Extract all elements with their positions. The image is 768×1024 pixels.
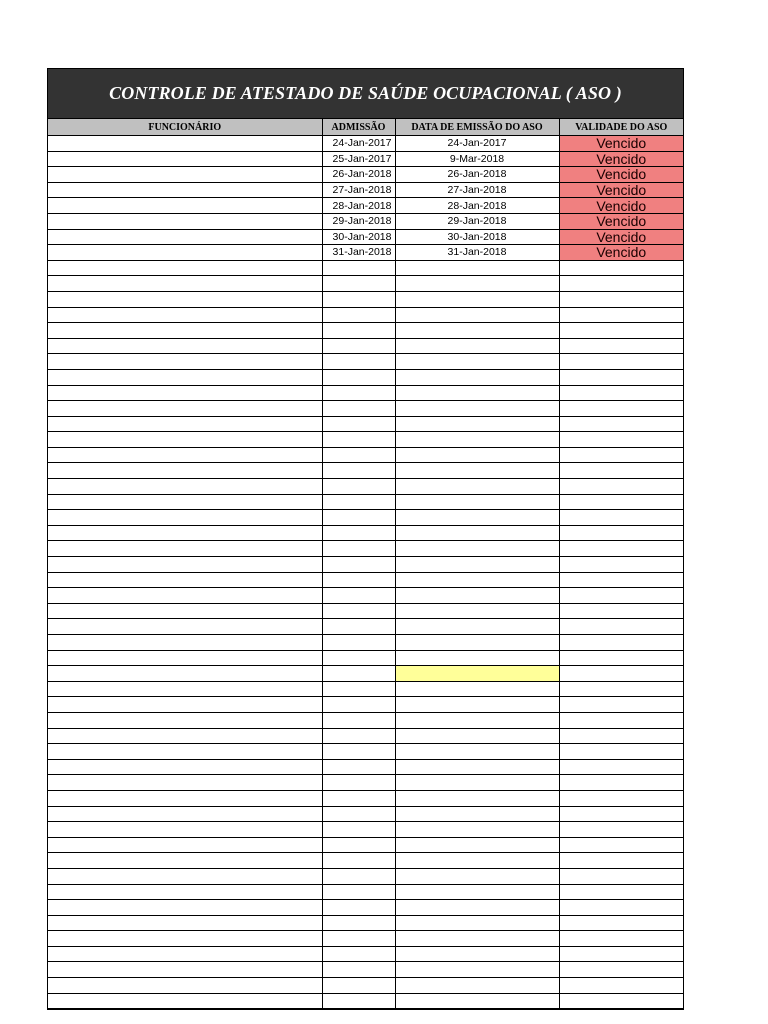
- cell-validade[interactable]: [559, 525, 683, 541]
- table-row: [48, 260, 683, 276]
- cell-funcionario[interactable]: [48, 151, 322, 167]
- cell-validade[interactable]: [559, 416, 683, 432]
- cell-validade[interactable]: [559, 603, 683, 619]
- cell-emissao[interactable]: [395, 681, 559, 697]
- header-validade[interactable]: VALIDADE DO ASO: [559, 119, 683, 136]
- cell-validade[interactable]: [559, 868, 683, 884]
- cell-admissao[interactable]: [322, 806, 395, 822]
- cell-validade[interactable]: [559, 494, 683, 510]
- cell-admissao[interactable]: 30-Jan-2018: [322, 229, 395, 245]
- cell-validade[interactable]: [559, 697, 683, 713]
- cell-funcionario[interactable]: [48, 198, 322, 214]
- cell-emissao[interactable]: 24-Jan-2017: [395, 136, 559, 152]
- header-emissao[interactable]: DATA DE EMISSÃO DO ASO: [395, 119, 559, 136]
- cell-admissao[interactable]: [322, 525, 395, 541]
- cell-funcionario[interactable]: [48, 525, 322, 541]
- cell-emissao[interactable]: [395, 307, 559, 323]
- table-row: [48, 245, 683, 261]
- cell-emissao[interactable]: [395, 650, 559, 666]
- cell-admissao[interactable]: [322, 650, 395, 666]
- cell-emissao[interactable]: [395, 432, 559, 448]
- cell-funcionario[interactable]: [48, 697, 322, 713]
- cell-admissao[interactable]: [322, 291, 395, 307]
- cell-emissao[interactable]: [395, 510, 559, 526]
- table-row: [48, 151, 683, 167]
- cell-emissao[interactable]: [395, 744, 559, 760]
- table-row: [48, 962, 683, 978]
- cell-emissao[interactable]: [395, 900, 559, 916]
- cell-funcionario[interactable]: [48, 853, 322, 869]
- cell-validade[interactable]: [559, 712, 683, 728]
- cell-validade[interactable]: [559, 681, 683, 697]
- cell-admissao[interactable]: [322, 510, 395, 526]
- cell-admissao[interactable]: [322, 323, 395, 339]
- table-row: [48, 588, 683, 604]
- cell-emissao[interactable]: [395, 291, 559, 307]
- cell-validade[interactable]: [559, 338, 683, 354]
- cell-emissao[interactable]: [395, 603, 559, 619]
- table-row: [48, 603, 683, 619]
- table-row: [48, 307, 683, 323]
- cell-funcionario[interactable]: [48, 603, 322, 619]
- cell-admissao[interactable]: [322, 401, 395, 417]
- cell-validade[interactable]: [559, 775, 683, 791]
- cell-admissao[interactable]: [322, 557, 395, 573]
- cell-emissao[interactable]: [395, 401, 559, 417]
- cell-emissao[interactable]: [395, 728, 559, 744]
- cell-emissao[interactable]: [395, 385, 559, 401]
- cell-admissao[interactable]: [322, 416, 395, 432]
- cell-validade[interactable]: [559, 978, 683, 994]
- cell-validade[interactable]: [559, 635, 683, 651]
- table-row: [48, 401, 683, 417]
- table-row: [48, 463, 683, 479]
- cell-admissao[interactable]: [322, 853, 395, 869]
- cell-emissao[interactable]: [395, 697, 559, 713]
- cell-funcionario[interactable]: [48, 931, 322, 947]
- cell-validade[interactable]: [559, 806, 683, 822]
- cell-emissao[interactable]: [395, 260, 559, 276]
- cell-funcionario[interactable]: [48, 572, 322, 588]
- cell-validade[interactable]: [559, 557, 683, 573]
- cell-funcionario[interactable]: [48, 276, 322, 292]
- table-row: [48, 182, 683, 198]
- table-row: [48, 323, 683, 339]
- cell-admissao[interactable]: [322, 307, 395, 323]
- cell-validade[interactable]: Vencido: [559, 151, 683, 167]
- cell-admissao[interactable]: [322, 541, 395, 557]
- cell-funcionario[interactable]: [48, 822, 322, 838]
- cell-emissao[interactable]: [395, 666, 559, 682]
- cell-admissao[interactable]: [322, 447, 395, 463]
- cell-funcionario[interactable]: [48, 681, 322, 697]
- cell-validade[interactable]: [559, 260, 683, 276]
- cell-emissao[interactable]: [395, 338, 559, 354]
- cell-admissao[interactable]: [322, 572, 395, 588]
- cell-emissao[interactable]: [395, 447, 559, 463]
- cell-emissao[interactable]: [395, 775, 559, 791]
- cell-validade[interactable]: [559, 432, 683, 448]
- cell-admissao[interactable]: [322, 931, 395, 947]
- cell-funcionario[interactable]: [48, 182, 322, 198]
- cell-funcionario[interactable]: [48, 775, 322, 791]
- table-row: [48, 978, 683, 994]
- cell-validade[interactable]: [559, 447, 683, 463]
- cell-validade[interactable]: [559, 822, 683, 838]
- table-row: [48, 369, 683, 385]
- table-row: [48, 822, 683, 838]
- cell-admissao[interactable]: [322, 962, 395, 978]
- cell-validade[interactable]: [559, 619, 683, 635]
- cell-admissao[interactable]: [322, 697, 395, 713]
- cell-validade[interactable]: Vencido: [559, 245, 683, 261]
- header-row: [48, 119, 683, 136]
- cell-admissao[interactable]: [322, 494, 395, 510]
- cell-emissao[interactable]: [395, 853, 559, 869]
- cell-validade[interactable]: [559, 884, 683, 900]
- cell-funcionario[interactable]: [48, 806, 322, 822]
- cell-admissao[interactable]: 28-Jan-2018: [322, 198, 395, 214]
- cell-validade[interactable]: Vencido: [559, 182, 683, 198]
- cell-validade[interactable]: Vencido: [559, 136, 683, 152]
- cell-emissao[interactable]: 26-Jan-2018: [395, 167, 559, 183]
- cell-admissao[interactable]: [322, 993, 395, 1009]
- cell-funcionario[interactable]: [48, 666, 322, 682]
- sheet-title: CONTROLE DE ATESTADO DE SAÚDE OCUPACIONAL ( ASO ): [48, 69, 683, 119]
- table-row: [48, 790, 683, 806]
- cell-funcionario[interactable]: [48, 728, 322, 744]
- cell-emissao[interactable]: [395, 884, 559, 900]
- cell-emissao[interactable]: [395, 557, 559, 573]
- cell-validade[interactable]: [559, 572, 683, 588]
- aso-table: [48, 119, 683, 1009]
- cell-admissao[interactable]: [322, 463, 395, 479]
- cell-admissao[interactable]: [322, 369, 395, 385]
- cell-admissao[interactable]: 27-Jan-2018: [322, 182, 395, 198]
- cell-funcionario[interactable]: [48, 463, 322, 479]
- cell-admissao[interactable]: [322, 900, 395, 916]
- cell-validade[interactable]: [559, 291, 683, 307]
- cell-emissao[interactable]: [395, 759, 559, 775]
- cell-validade[interactable]: [559, 510, 683, 526]
- table-row: [48, 837, 683, 853]
- table-row: [48, 744, 683, 760]
- cell-emissao[interactable]: 28-Jan-2018: [395, 198, 559, 214]
- cell-emissao[interactable]: [395, 479, 559, 495]
- cell-emissao[interactable]: [395, 712, 559, 728]
- cell-emissao[interactable]: [395, 354, 559, 370]
- cell-emissao[interactable]: [395, 572, 559, 588]
- cell-validade[interactable]: [559, 276, 683, 292]
- cell-admissao[interactable]: 26-Jan-2018: [322, 167, 395, 183]
- cell-emissao[interactable]: [395, 868, 559, 884]
- cell-admissao[interactable]: [322, 728, 395, 744]
- table-row: [48, 728, 683, 744]
- table-row: [48, 541, 683, 557]
- cell-emissao[interactable]: 29-Jan-2018: [395, 213, 559, 229]
- table-row: [48, 681, 683, 697]
- cell-funcionario[interactable]: [48, 915, 322, 931]
- cell-emissao[interactable]: 30-Jan-2018: [395, 229, 559, 245]
- cell-funcionario[interactable]: [48, 650, 322, 666]
- table-row: [48, 775, 683, 791]
- cell-funcionario[interactable]: [48, 978, 322, 994]
- cell-admissao[interactable]: [322, 603, 395, 619]
- table-row: [48, 229, 683, 245]
- table-row: [48, 853, 683, 869]
- cell-funcionario[interactable]: [48, 884, 322, 900]
- cell-funcionario[interactable]: [48, 369, 322, 385]
- table-row: [48, 931, 683, 947]
- table-row: [48, 416, 683, 432]
- cell-validade[interactable]: Vencido: [559, 213, 683, 229]
- table-row: [48, 759, 683, 775]
- table-row: [48, 666, 683, 682]
- cell-validade[interactable]: [559, 650, 683, 666]
- cell-emissao[interactable]: 9-Mar-2018: [395, 151, 559, 167]
- header-funcionario[interactable]: FUNCIONÁRIO: [48, 119, 322, 136]
- cell-validade[interactable]: [559, 931, 683, 947]
- cell-emissao[interactable]: [395, 416, 559, 432]
- cell-admissao[interactable]: 31-Jan-2018: [322, 245, 395, 261]
- cell-validade[interactable]: [559, 307, 683, 323]
- cell-admissao[interactable]: [322, 681, 395, 697]
- cell-admissao[interactable]: [322, 479, 395, 495]
- cell-emissao[interactable]: [395, 276, 559, 292]
- cell-funcionario[interactable]: [48, 557, 322, 573]
- cell-validade[interactable]: Vencido: [559, 229, 683, 245]
- cell-emissao[interactable]: [395, 494, 559, 510]
- table-row: [48, 993, 683, 1009]
- table-row: [48, 479, 683, 495]
- cell-funcionario[interactable]: [48, 619, 322, 635]
- cell-admissao[interactable]: [322, 635, 395, 651]
- cell-validade[interactable]: [559, 479, 683, 495]
- table-row: [48, 432, 683, 448]
- cell-validade[interactable]: [559, 900, 683, 916]
- cell-admissao[interactable]: [322, 837, 395, 853]
- cell-emissao[interactable]: [395, 993, 559, 1009]
- cell-funcionario[interactable]: [48, 962, 322, 978]
- cell-admissao[interactable]: [322, 354, 395, 370]
- table-row: [48, 806, 683, 822]
- table-row: [48, 619, 683, 635]
- cell-funcionario[interactable]: [48, 307, 322, 323]
- cell-admissao[interactable]: [322, 385, 395, 401]
- cell-emissao[interactable]: [395, 619, 559, 635]
- cell-admissao[interactable]: [322, 619, 395, 635]
- cell-funcionario[interactable]: [48, 385, 322, 401]
- cell-funcionario[interactable]: [48, 790, 322, 806]
- cell-validade[interactable]: [559, 385, 683, 401]
- cell-admissao[interactable]: [322, 978, 395, 994]
- cell-funcionario[interactable]: [48, 136, 322, 152]
- cell-validade[interactable]: Vencido: [559, 167, 683, 183]
- cell-admissao[interactable]: [322, 666, 395, 682]
- cell-funcionario[interactable]: [48, 993, 322, 1009]
- cell-validade[interactable]: [559, 728, 683, 744]
- cell-emissao[interactable]: 27-Jan-2018: [395, 182, 559, 198]
- cell-emissao[interactable]: 31-Jan-2018: [395, 245, 559, 261]
- cell-funcionario[interactable]: [48, 712, 322, 728]
- table-row: [48, 712, 683, 728]
- cell-emissao[interactable]: [395, 822, 559, 838]
- cell-funcionario[interactable]: [48, 868, 322, 884]
- cell-validade[interactable]: [559, 759, 683, 775]
- cell-admissao[interactable]: [322, 759, 395, 775]
- table-row: [48, 510, 683, 526]
- cell-emissao[interactable]: [395, 915, 559, 931]
- cell-emissao[interactable]: [395, 837, 559, 853]
- cell-funcionario[interactable]: [48, 541, 322, 557]
- table-row: [48, 276, 683, 292]
- cell-funcionario[interactable]: [48, 494, 322, 510]
- table-row: [48, 198, 683, 214]
- cell-funcionario[interactable]: [48, 213, 322, 229]
- cell-validade[interactable]: [559, 790, 683, 806]
- cell-admissao[interactable]: [322, 432, 395, 448]
- cell-funcionario[interactable]: [48, 759, 322, 775]
- cell-admissao[interactable]: [322, 884, 395, 900]
- cell-admissao[interactable]: 24-Jan-2017: [322, 136, 395, 152]
- cell-funcionario[interactable]: [48, 447, 322, 463]
- cell-funcionario[interactable]: [48, 354, 322, 370]
- cell-validade[interactable]: Vencido: [559, 198, 683, 214]
- table-row: [48, 697, 683, 713]
- cell-emissao[interactable]: [395, 946, 559, 962]
- table-row: [48, 557, 683, 573]
- table-row: [48, 915, 683, 931]
- cell-validade[interactable]: [559, 666, 683, 682]
- cell-admissao[interactable]: [322, 588, 395, 604]
- cell-validade[interactable]: [559, 946, 683, 962]
- cell-validade[interactable]: [559, 962, 683, 978]
- cell-emissao[interactable]: [395, 463, 559, 479]
- table-row: [48, 868, 683, 884]
- table-row: [48, 447, 683, 463]
- cell-emissao[interactable]: [395, 588, 559, 604]
- header-admissao[interactable]: ADMISSÃO: [322, 119, 395, 136]
- table-row: [48, 635, 683, 651]
- cell-admissao[interactable]: [322, 868, 395, 884]
- cell-validade[interactable]: [559, 744, 683, 760]
- cell-validade[interactable]: [559, 853, 683, 869]
- cell-admissao[interactable]: [322, 915, 395, 931]
- cell-emissao[interactable]: [395, 635, 559, 651]
- table-row: [48, 946, 683, 962]
- cell-funcionario[interactable]: [48, 291, 322, 307]
- cell-funcionario[interactable]: [48, 229, 322, 245]
- cell-validade[interactable]: [559, 915, 683, 931]
- cell-funcionario[interactable]: [48, 744, 322, 760]
- cell-funcionario[interactable]: [48, 338, 322, 354]
- cell-funcionario[interactable]: [48, 479, 322, 495]
- cell-emissao[interactable]: [395, 978, 559, 994]
- cell-funcionario[interactable]: [48, 401, 322, 417]
- cell-admissao[interactable]: [322, 276, 395, 292]
- cell-funcionario[interactable]: [48, 588, 322, 604]
- cell-admissao[interactable]: [322, 260, 395, 276]
- table-row: [48, 291, 683, 307]
- table-row: [48, 650, 683, 666]
- cell-admissao[interactable]: [322, 744, 395, 760]
- cell-emissao[interactable]: [395, 541, 559, 557]
- cell-funcionario[interactable]: [48, 416, 322, 432]
- cell-validade[interactable]: [559, 323, 683, 339]
- cell-admissao[interactable]: [322, 338, 395, 354]
- cell-funcionario[interactable]: [48, 432, 322, 448]
- cell-emissao[interactable]: [395, 323, 559, 339]
- cell-funcionario[interactable]: [48, 946, 322, 962]
- cell-validade[interactable]: [559, 463, 683, 479]
- cell-admissao[interactable]: [322, 775, 395, 791]
- cell-funcionario[interactable]: [48, 167, 322, 183]
- cell-admissao[interactable]: 25-Jan-2017: [322, 151, 395, 167]
- table-row: [48, 213, 683, 229]
- table-row: [48, 494, 683, 510]
- table-row: [48, 167, 683, 183]
- cell-validade[interactable]: [559, 993, 683, 1009]
- cell-emissao[interactable]: [395, 931, 559, 947]
- cell-validade[interactable]: [559, 541, 683, 557]
- cell-admissao[interactable]: [322, 712, 395, 728]
- cell-validade[interactable]: [559, 354, 683, 370]
- cell-emissao[interactable]: [395, 369, 559, 385]
- cell-validade[interactable]: [559, 837, 683, 853]
- cell-admissao[interactable]: [322, 790, 395, 806]
- cell-emissao[interactable]: [395, 962, 559, 978]
- table-row: [48, 572, 683, 588]
- cell-validade[interactable]: [559, 588, 683, 604]
- table-row: [48, 354, 683, 370]
- cell-emissao[interactable]: [395, 525, 559, 541]
- cell-funcionario[interactable]: [48, 510, 322, 526]
- cell-funcionario[interactable]: [48, 837, 322, 853]
- table-row: [48, 136, 683, 152]
- cell-emissao[interactable]: [395, 790, 559, 806]
- cell-validade[interactable]: [559, 401, 683, 417]
- cell-funcionario[interactable]: [48, 635, 322, 651]
- table-row: [48, 525, 683, 541]
- table-row: [48, 385, 683, 401]
- cell-admissao[interactable]: [322, 946, 395, 962]
- table-row: [48, 900, 683, 916]
- cell-emissao[interactable]: [395, 806, 559, 822]
- table-row: [48, 338, 683, 354]
- cell-funcionario[interactable]: [48, 323, 322, 339]
- cell-funcionario[interactable]: [48, 245, 322, 261]
- aso-control-sheet: [47, 68, 684, 1010]
- table-row: [48, 884, 683, 900]
- cell-funcionario[interactable]: [48, 260, 322, 276]
- cell-validade[interactable]: [559, 369, 683, 385]
- cell-admissao[interactable]: [322, 822, 395, 838]
- cell-funcionario[interactable]: [48, 900, 322, 916]
- cell-admissao[interactable]: 29-Jan-2018: [322, 213, 395, 229]
